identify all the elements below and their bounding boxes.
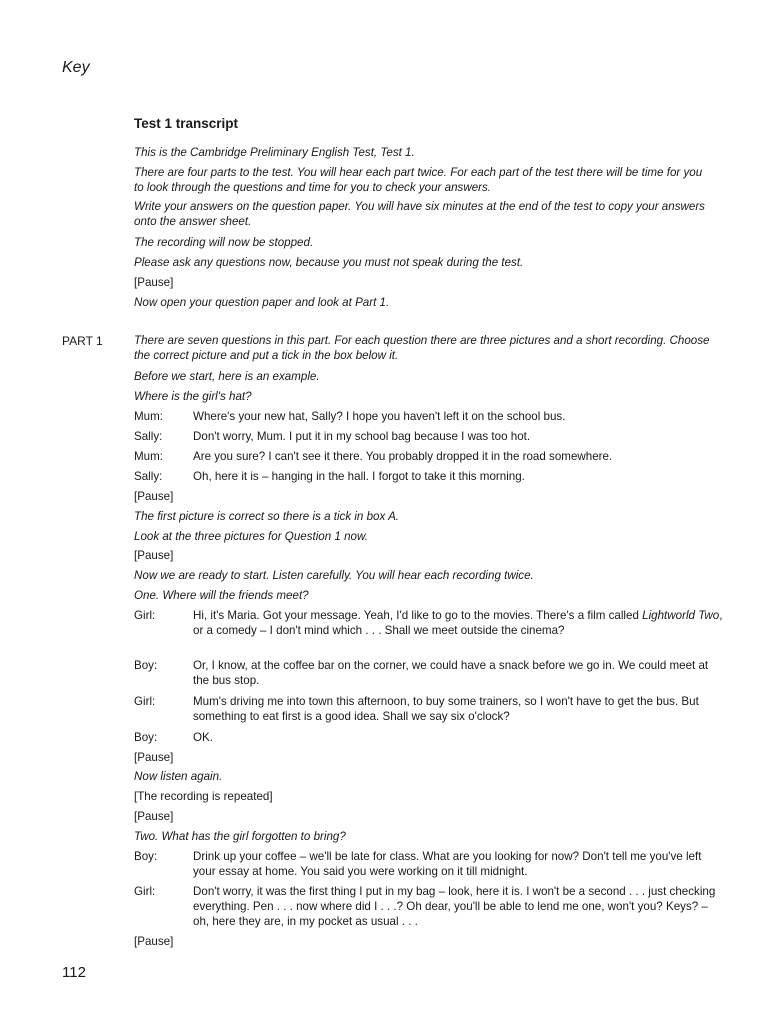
intro-line: Now open your question paper and look at Part 1. [134, 296, 390, 309]
pause-marker: [Pause] [134, 810, 174, 823]
speaker: Boy: [134, 731, 158, 744]
intro-line: There are four parts to the test. You will hear each part twice. For each part of the test there will be time for you to look through the questions and time for you to check your answers. [134, 166, 703, 194]
speaker: Mum: [134, 450, 163, 463]
instruction-line: Look at the three pictures for Question 1 now. [134, 530, 368, 543]
utterance: Oh, here it is – hanging in the hall. I forgot to take it this morning. [193, 470, 525, 483]
pause-marker: [Pause] [134, 935, 174, 948]
part-label: PART 1 [62, 334, 103, 348]
intro-line: This is the Cambridge Preliminary English Test, Test 1. [134, 146, 415, 159]
utterance: Where's your new hat, Sally? I hope you haven't left it on the school bus. [193, 410, 566, 423]
question-1: One. Where will the friends meet? [134, 589, 309, 602]
intro-line: Please ask any questions now, because you must not speak during the test. [134, 256, 524, 269]
pause-marker: [Pause] [134, 549, 174, 562]
utterance: Or, I know, at the coffee bar on the corner, we could have a snack before we go in. We could meet at the bus stop. [193, 659, 709, 687]
intro-line: The recording will now be stopped. [134, 236, 314, 249]
speaker: Girl: [134, 885, 156, 898]
utterance: Hi, it's Maria. Got your message. Yeah, I'd like to go to the movies. There's a film called Lightworld Two, or a comedy – I don't mind which . . . Shall we meet outside the cinema? [193, 609, 723, 637]
film-title: Lightworld Two [642, 609, 720, 622]
speaker: Girl: [134, 609, 156, 622]
utterance: Don't worry, it was the first thing I put in my bag – look, here it is. I won't be a second . . . just checking everything. Pen . . . now where did I . . .? Oh dear, you'll be able to lend me one, won't you? Keys? – oh, here they are, in my pocket as usual . . . [193, 885, 716, 928]
intro-line: Write your answers on the question paper. You will have six minutes at the end of the test to copy your answers onto the answer sheet. [134, 200, 705, 228]
page-number: 112 [62, 964, 86, 981]
pause-marker: [Pause] [134, 751, 174, 764]
utterance: Drink up your coffee – we'll be late for class. What are you looking for now? Don't tell me you've left your essay at home. You said you were working on it till midnight. [193, 850, 702, 878]
utterance: Don't worry, Mum. I put it in my school bag because I was too hot. [193, 430, 531, 443]
part-instructions: There are seven questions in this part. For each question there are three pictures and a short recording. Choose the correct picture and put a tick in the box below it. [134, 334, 710, 362]
speaker: Boy: [134, 659, 158, 672]
utterance: OK. [193, 731, 213, 744]
speaker: Mum: [134, 410, 163, 423]
speaker: Sally: [134, 470, 163, 483]
example-question: Where is the girl's hat? [134, 390, 252, 403]
pause-marker: [Pause] [134, 490, 174, 503]
speaker: Boy: [134, 850, 158, 863]
utterance: Are you sure? I can't see it there. You probably dropped it in the road somewhere. [193, 450, 613, 463]
page-label: Key [62, 59, 90, 76]
utterance: Mum's driving me into town this afternoon, to buy some trainers, so I won't have to get the bus. But something to eat first is a good idea. Shall we say six o'clock? [193, 695, 699, 723]
repeat-marker: [The recording is repeated] [134, 790, 273, 803]
speaker: Sally: [134, 430, 163, 443]
transcript-title: Test 1 transcript [134, 116, 239, 131]
instruction-line: Now listen again. [134, 770, 223, 783]
example-answer: The first picture is correct so there is a tick in box A. [134, 510, 400, 523]
instruction-line: Now we are ready to start. Listen carefully. You will hear each recording twice. [134, 569, 534, 582]
example-intro: Before we start, here is an example. [134, 370, 320, 383]
question-2: Two. What has the girl forgotten to bring? [134, 830, 346, 843]
pause-marker: [Pause] [134, 276, 174, 289]
speaker: Girl: [134, 695, 156, 708]
